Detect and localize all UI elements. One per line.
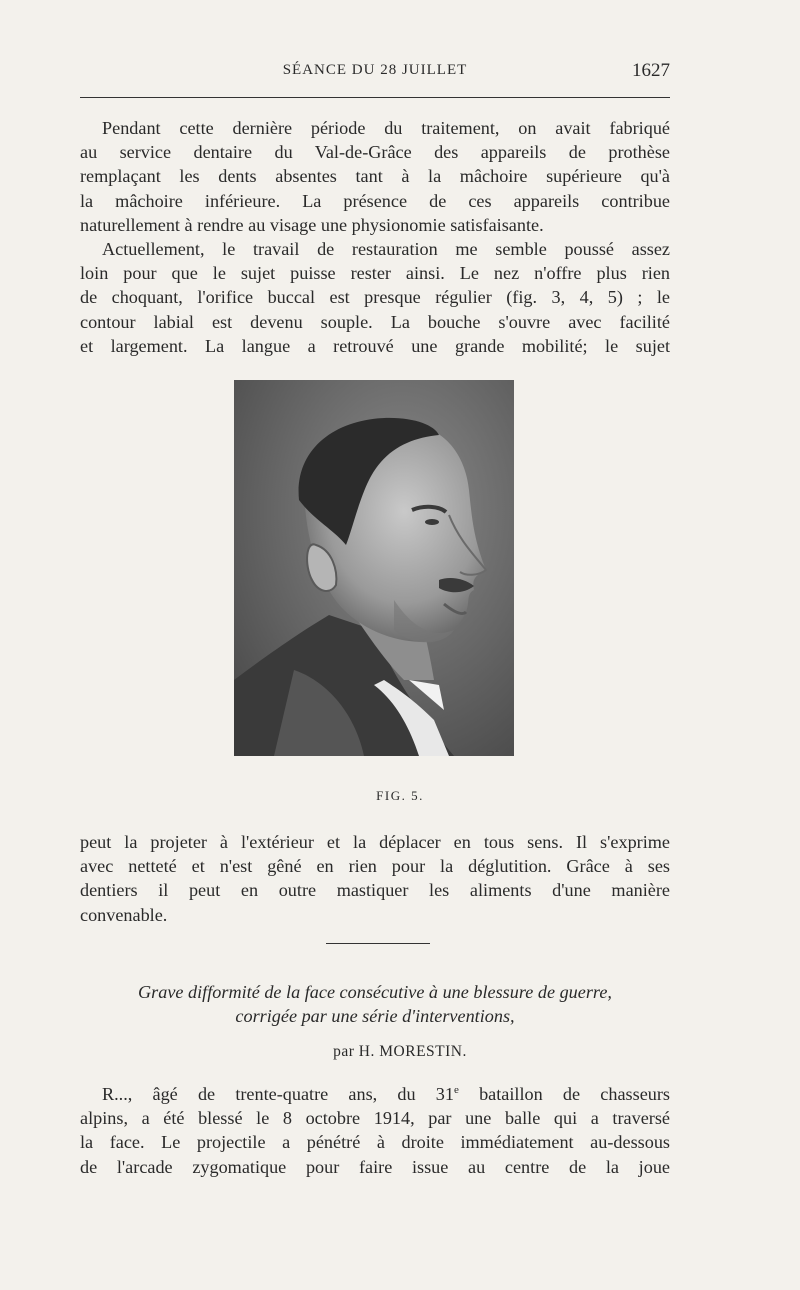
text-line: de choquant, l'orifice buccal est presque régulier (fig. 3, 4, 5) ; le (80, 287, 670, 308)
text-line: convenable. (80, 904, 168, 925)
superscript: e (454, 1083, 459, 1096)
text-line: de l'arcade zygomatique pour faire issue au centre de la joue (80, 1156, 670, 1177)
text-fragment: R..., âgé de trente-quatre ans, du 31 (102, 1084, 454, 1104)
page-header (80, 60, 670, 86)
text-line: loin pour que le sujet puisse rester ainsi. Le nez n'offre plus rien (80, 263, 670, 284)
text-line (80, 1082, 670, 1106)
text-line: la mâchoire inférieure. La présence de ces appareils contribue (80, 190, 670, 211)
article-title-line-1: Grave difformité de la face consécutive à une blessure de guerre, (138, 982, 612, 1002)
running-title: SÉANCE DU 28 JUILLET (282, 62, 468, 78)
paragraph-treatment-period (80, 116, 670, 237)
text-line: alpins, a été blessé le 8 octobre 1914, par une balle qui a traversé (80, 1108, 670, 1129)
text-line: peut la projeter à l'extérieur et la déplacer en tous sens. Il s'exprime (80, 832, 670, 852)
figure-photograph (234, 380, 514, 756)
text-line: et largement. La langue a retrouvé une grande mobilité; le sujet (80, 335, 670, 356)
text-fragment: bataillon de chasseurs (458, 1084, 670, 1104)
paragraph-current-state (80, 237, 670, 358)
text-line: la face. Le projectile a pénétré à droite immédiatement au-dessous (80, 1132, 670, 1153)
page-number: 1627 (632, 60, 670, 81)
article-title-line-2: corrigée par une série d'interventions, (235, 1006, 515, 1026)
text-line: dentiers il peut en outre mastiquer les aliments d'une manière (80, 880, 670, 901)
article-author: par H. MORESTIN. (333, 1043, 467, 1060)
text-line: au service dentaire du Val-de-Grâce des appareils de prothèse (80, 142, 670, 163)
text-line: Actuellement, le travail de restauration me semble poussé assez (102, 239, 670, 259)
text-line: contour labial est devenu souple. La bouche s'ouvre avec facilité (80, 311, 670, 332)
text-line: avec netteté et n'est gêné en rien pour la déglutition. Grâce à ses (80, 856, 670, 877)
header-rule (80, 97, 670, 98)
paragraph-speech (80, 830, 670, 927)
section-separator (326, 943, 430, 944)
text-line: remplaçant les dents absentes tant à la mâchoire supérieure qu'à (80, 166, 670, 187)
text-line: naturellement à rendre au visage une physionomie satisfaisante. (80, 214, 544, 235)
paragraph-case-report (80, 1082, 670, 1179)
text-line: Pendant cette dernière période du traitement, on avait fabriqué (102, 118, 670, 138)
figure-caption: FIG. 5. (376, 788, 424, 803)
